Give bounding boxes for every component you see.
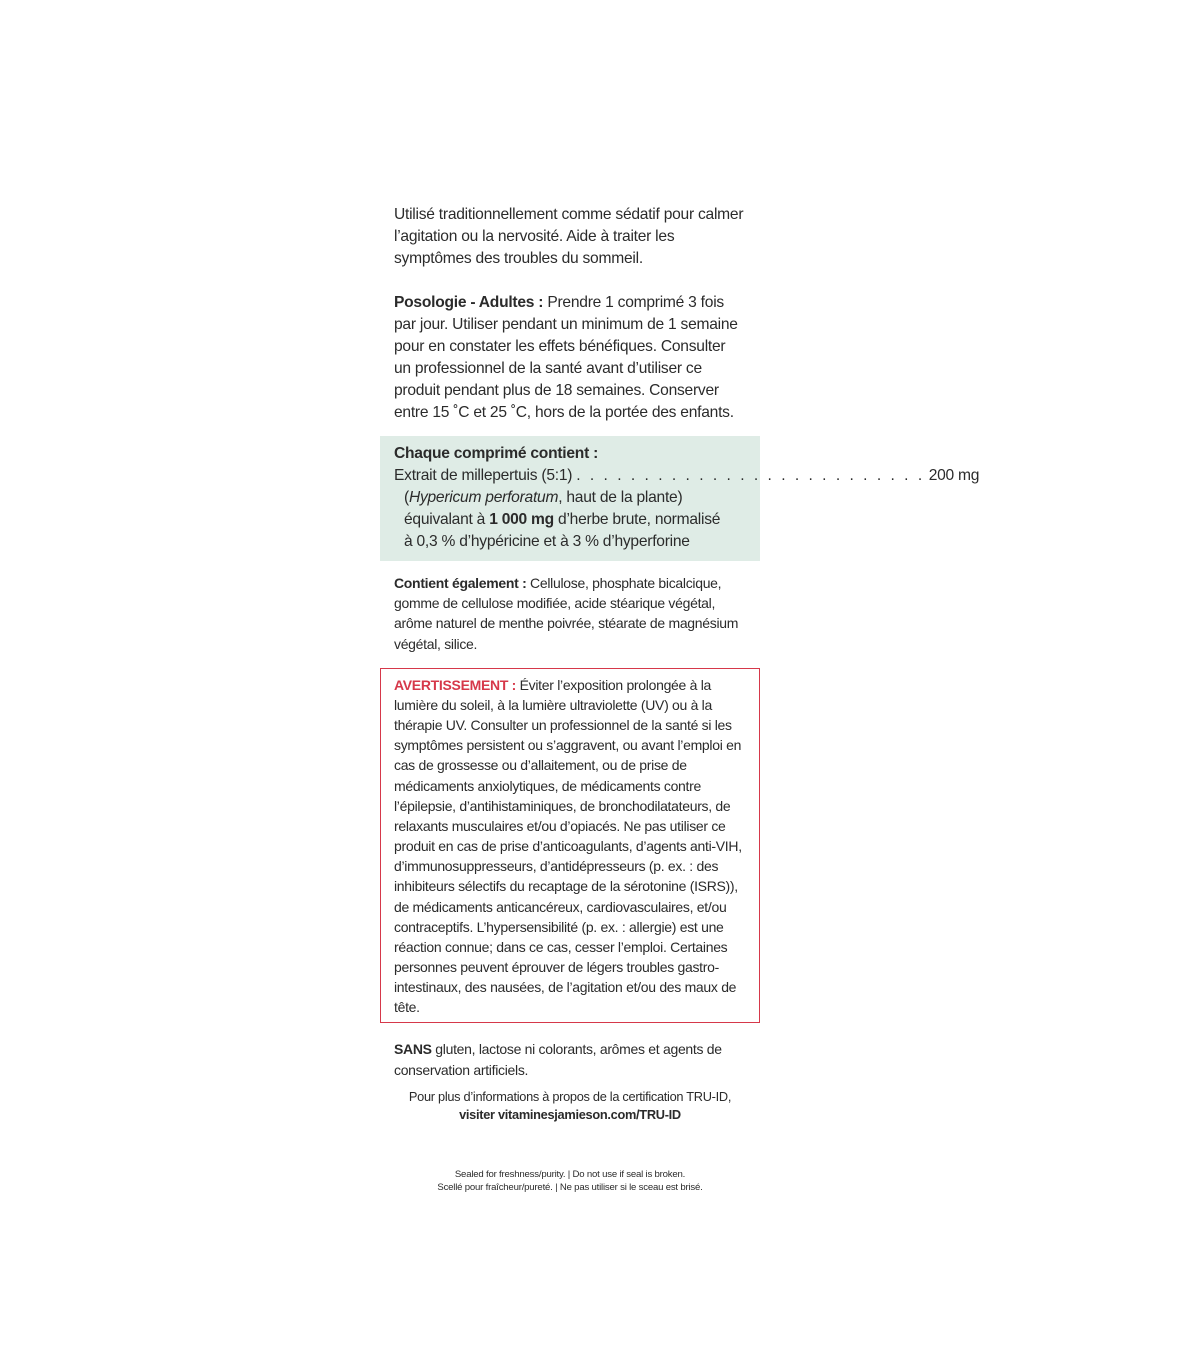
nonmed-text: Cellulose, phosphate bicalcique, gomme de cellulose modifiée, acide stéarique végétal, arôme naturel de menthe poivrée, stéarate de magnésium végétal, silice. <box>394 575 739 652</box>
ingredient-row <box>394 465 980 487</box>
equivalence-prefix: équivalant à <box>404 511 490 528</box>
ingredient-amount: 200 mg <box>928 467 980 484</box>
product-label-panel <box>380 204 980 1124</box>
warning-box <box>380 668 760 1024</box>
ingredient-name: Extrait de millepertuis (5:1) <box>394 467 573 484</box>
warning-label: AVERTISSEMENT : <box>394 676 517 693</box>
dot-leader: . . . . . . . . . . . . . . . . . . . . . . . . . . <box>576 467 925 484</box>
tru-id-link: visiter vitaminesjamieson.com/TRU-ID <box>459 1106 681 1122</box>
paren-open: ( <box>404 489 409 506</box>
seal-notice-en: Sealed for freshness/purity. | Do not use if seal is broken. <box>454 1169 686 1180</box>
seal-notice-fr: Scellé pour fraîcheur/pureté. | Ne pas utiliser si le sceau est brisé. <box>437 1182 703 1193</box>
seal-notice <box>380 1168 760 1194</box>
free-from-label: SANS <box>394 1041 432 1058</box>
nonmed-label: Contient également : <box>394 575 527 591</box>
equivalence-amount: 1 000 mg <box>489 511 554 528</box>
ingredient-source <box>394 487 746 509</box>
plant-part: , haut de la plante) <box>558 489 683 506</box>
dosage-section <box>380 292 760 424</box>
recommended-use: Utilisé traditionnellement comme sédatif pour calmer l’agitation ou la nervosité. Aide à traiter les symptômes des troubles du sommeil. <box>394 206 744 267</box>
dosage-text: Prendre 1 comprimé 3 fois par jour. Utiliser pendant un minimum de 1 semaine pour en constater les effets bénéfiques. Consulter un professionnel de la santé avant d’utiliser ce produit pendant plus de 18 semaines. Conserver entre 15 ˚C et 25 ˚C, hors de la portée des enfants. <box>394 294 738 421</box>
free-from-text: gluten, lactose ni colorants, arômes et agents de conservation artificiels. <box>394 1041 722 1078</box>
medicinal-ingredients-panel <box>380 436 980 561</box>
tru-id-info <box>380 1088 760 1124</box>
latin-name: Hypericum perforatum <box>408 489 559 506</box>
tru-id-line1: Pour plus d’informations à propos de la certification TRU-ID, <box>408 1088 732 1104</box>
free-from-statement <box>380 1039 760 1079</box>
non-medicinal-ingredients <box>380 573 760 654</box>
equivalence-suffix: d’herbe brute, normalisé <box>553 511 721 528</box>
ingredients-heading: Chaque comprimé contient : <box>394 445 599 462</box>
dosage-label: Posologie - Adultes : <box>394 294 544 311</box>
ingredient-standardization: à 0,3 % d’hypéricine et à 3 % d’hyperforine <box>404 533 690 550</box>
ingredient-equivalence <box>394 509 746 531</box>
warning-text: Éviter l’exposition prolongée à la lumière du soleil, à la lumière ultraviolette (UV) ou à la thérapie UV. Consulter un professionnel de la santé si les symptômes persistent ou s’aggravent, ou avant l’emploi en cas de grossesse ou d’allaitement, ou de prise de médicaments anxiolytiques, de médicaments contre l’épilepsie, d’antihistaminiques, de bronchodilatateurs, de relaxants musculaires et/ou d’opiacés. Ne pas utiliser ce produit en cas de prise d’anticoagulants, d’agents anti-VIH, d’immunosuppresseurs, d’antidépresseurs (p. ex. : des inhibiteurs sélectifs du recaptage de la sérotonine (ISRS)), de médicaments anticancéreux, cardiovasculaires, et/ou contraceptifs. L’hypersensibilité (p. ex. : allergie) est une réaction connue; dans ce cas, cesser l’emploi. Certaines personnes peuvent éprouver de légers troubles gastro-intestinaux, des nausées, de l’agitation et/ou des maux de tête. <box>394 676 742 1016</box>
